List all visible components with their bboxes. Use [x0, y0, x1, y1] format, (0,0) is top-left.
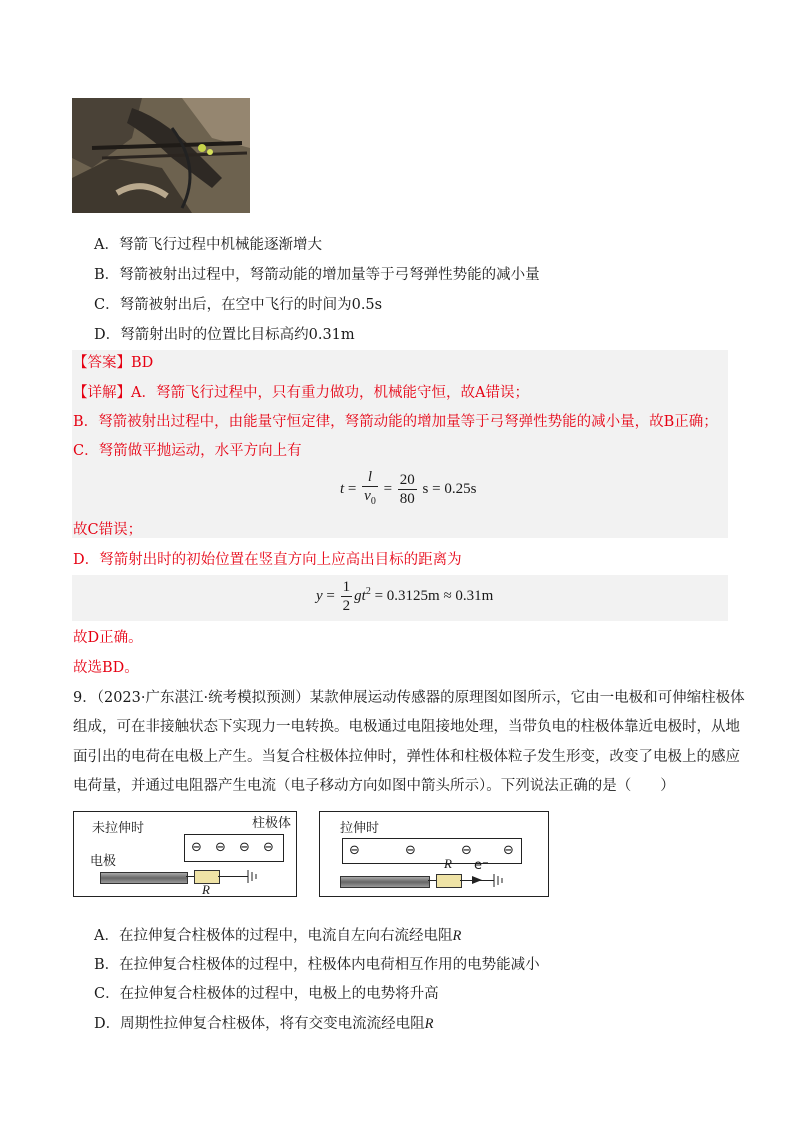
formula-sq: 2	[365, 585, 371, 597]
detail-line-b: B．弩箭被射出过程中，由能量守恒定律，弩箭动能的增加量等于弓弩弹性势能的减小量，故B正确；	[73, 414, 718, 430]
frac-80: 80	[399, 491, 415, 507]
frac-2: 2	[342, 598, 351, 614]
fraction-l-v0	[362, 468, 378, 511]
q9-line-1	[73, 688, 745, 708]
q9-line-2: 组成，可在非接触状态下实现力一电转换。电极通过电阻接地处理，当带负电的柱极体靠近电极时，从地	[73, 719, 740, 735]
wire-2	[218, 876, 248, 877]
electrode-label: 电极	[90, 854, 117, 869]
formula-height: y = $\frac{1}{2}$ $gt^2 = 0.3125m \approx 0.31m$	[316, 579, 494, 614]
frac-v: v	[364, 488, 371, 504]
diagram-unstretched	[73, 811, 297, 897]
electrode-bar	[100, 872, 188, 884]
resistor-stretched	[436, 874, 462, 888]
electret-body	[184, 834, 284, 862]
formula-time-result: s = 0.25s	[422, 480, 477, 497]
electret-stretched	[342, 838, 522, 864]
frac-20: 20	[399, 472, 415, 488]
q8-option-d: D．弩箭射出时的位置比目标高约0.31m	[94, 327, 355, 343]
detail-tag: 【详解】	[73, 385, 131, 401]
fraction-20-80	[398, 471, 417, 508]
crossbow-photo	[72, 98, 250, 213]
detail-line-c: C．弩箭做平抛运动，水平方向上有	[73, 443, 302, 459]
resistor-label-stretched: R	[444, 856, 452, 871]
electron-label: e⁻	[474, 858, 489, 873]
wire-s1	[428, 880, 436, 881]
q9-line-3: 面引出的电荷在电极上产生。当复合柱极体拉伸时，弹性体和柱极体粒子发生形变，改变了电极上的感应	[73, 749, 740, 765]
detail-line-a	[73, 383, 529, 403]
wire-1	[186, 876, 194, 877]
charge-4: ⊖	[263, 840, 274, 855]
q9-option-d	[94, 1014, 433, 1034]
detail-final: 故选BD。	[73, 660, 139, 676]
q9-option-c: C．在拉伸复合柱极体的过程中，电极上的电势将升高	[94, 986, 439, 1002]
q8-option-b: B．弩箭被射出过程中，弩箭动能的增加量等于弓弩弹性势能的减小量	[94, 267, 540, 283]
answer-value: BD	[131, 355, 154, 371]
q9-option-a-text: A．在拉伸复合柱极体的过程中，电流自左向右流经电阻	[94, 928, 453, 944]
stretched-title: 拉伸时	[340, 821, 380, 836]
q9-option-d-r: R	[424, 1016, 434, 1032]
q9-option-d-text: D．周期性拉伸复合柱极体，将有交变电流流经电阻	[94, 1016, 425, 1032]
detail-line-d-conclusion: 故D正确。	[73, 630, 143, 646]
answer-tag: 【答案】	[73, 355, 131, 371]
q8-option-a: A．弩箭飞行过程中机械能逐渐增大	[94, 237, 322, 253]
formula-y: y	[316, 587, 323, 604]
formula-t: t	[340, 480, 345, 497]
electret-label: 柱极体	[252, 816, 292, 831]
answer-line	[73, 353, 153, 373]
formula-t2: t	[361, 587, 366, 604]
formula-height-result: = 0.3125m ≈ 0.31m	[374, 587, 494, 604]
charge-s2: ⊖	[405, 843, 416, 858]
q9-option-b: B．在拉伸复合柱极体的过程中，柱极体内电荷相互作用的电势能减小	[94, 957, 540, 973]
electrode-bar-stretched	[340, 876, 430, 888]
detail-a-text: A．弩箭飞行过程中，只有重力做功，机械能守恒，故A错误；	[131, 385, 529, 401]
q9-source: （2023·广东湛江·统考模拟预测）	[96, 690, 310, 706]
q9-line-4: 电荷量，并通过电阻器产生电流（电子移动方向如图中箭头所示）。下列说法正确的是（ ）	[73, 778, 675, 794]
arrow-right-icon	[470, 875, 484, 885]
resistor-label: R	[202, 882, 210, 897]
detail-line-c-conclusion: 故C错误；	[73, 522, 143, 538]
unstretched-title: 未拉伸时	[92, 821, 145, 836]
detail-line-d: D．弩箭射出时的初始位置在竖直方向上应高出目标的距离为	[73, 552, 462, 568]
q9-number: 9．	[73, 690, 97, 706]
ground-icon	[246, 870, 260, 884]
diagram-stretched	[319, 811, 549, 897]
q9-text-1: 某款伸展运动传感器的原理图如图所示，它由一电极和可伸缩柱极体	[309, 690, 745, 706]
q8-option-c: C．弩箭被射出后，在空中飞行的时间为0.5s	[94, 297, 383, 313]
frac-v-sub: 0	[370, 496, 376, 507]
ground-icon	[492, 874, 506, 888]
formula-g: g	[354, 587, 362, 604]
charge-s4: ⊖	[503, 843, 514, 858]
charge-s3: ⊖	[461, 843, 472, 858]
crossbow-photo-illustration	[72, 98, 250, 213]
frac-l: l	[362, 468, 378, 487]
formula-time: t = $\frac{l}{v_0}$ = $\frac{20}{80}$ s = 0.25s	[340, 468, 476, 511]
charge-2: ⊖	[215, 840, 226, 855]
q9-option-a-r: R	[452, 928, 462, 944]
fraction-half	[341, 578, 353, 615]
charge-1: ⊖	[191, 840, 202, 855]
charge-3: ⊖	[239, 840, 250, 855]
frac-1: 1	[342, 579, 351, 595]
charge-s1: ⊖	[349, 843, 360, 858]
q9-option-a	[94, 926, 461, 946]
